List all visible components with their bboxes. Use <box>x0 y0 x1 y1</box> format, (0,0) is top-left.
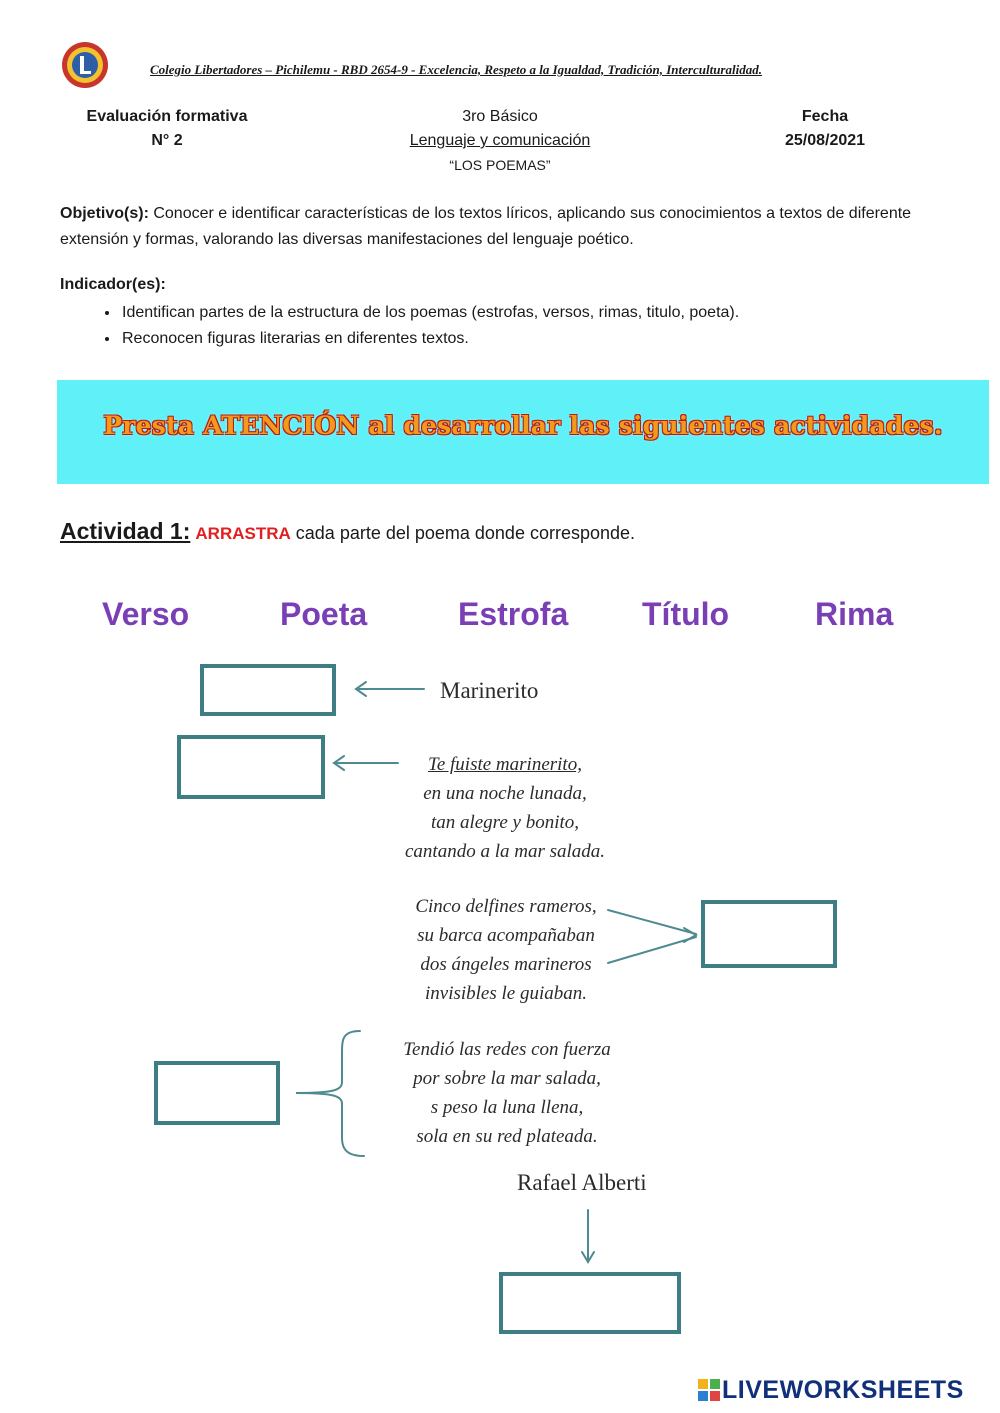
indicator-item: • Reconocen figuras literarias en diferentes textos. <box>120 326 980 352</box>
drop-box-poet[interactable] <box>499 1272 681 1334</box>
drop-box-verse[interactable] <box>177 735 325 799</box>
poem-line: cantando a la mar salada. <box>404 841 606 862</box>
drag-word-estrofa[interactable]: Estrofa <box>458 596 569 632</box>
drag-word-verso[interactable]: Verso <box>102 596 190 632</box>
objective-text: Conocer e identificar características de los textos líricos, aplicando sus conocimientos a textos de diferente extensión y formas, valorando las diversas manifestaciones del lenguaje poético. <box>60 205 912 248</box>
arrow-to-poet-box <box>582 1210 594 1262</box>
drop-box-title[interactable] <box>200 664 336 716</box>
school-logo <box>60 40 110 90</box>
poem-stanza-1 <box>385 750 625 866</box>
objective <box>60 201 950 253</box>
topic: “LOS POEMAS” <box>449 157 551 173</box>
poem-line: Cinco delfines rameros, <box>415 896 597 917</box>
subject: Lenguaje y comunicación <box>409 132 591 149</box>
drop-box-rhyme[interactable] <box>701 900 837 968</box>
school-line: Colegio Libertadores – Pichilemu - RBD 2654-9 - Excelencia, Respeto a la Igualdad, Tradición, Interculturalidad. <box>150 62 762 77</box>
objective-label: Objetivo(s): <box>60 205 149 222</box>
poem-line: su barca acompañaban <box>417 925 595 946</box>
stanza-brace <box>296 1031 364 1156</box>
activity-keyword: ARRASTRA <box>195 524 291 543</box>
poem-line: en una noche lunada, <box>423 783 587 804</box>
course-info <box>380 105 620 177</box>
poem-stanza-2 <box>386 892 626 1008</box>
grade: 3ro Básico <box>462 108 538 125</box>
activity-label: Actividad 1: <box>60 518 191 544</box>
poem-line: invisibles le guiaban. <box>424 983 587 1004</box>
evaluation-number: N° 2 <box>151 132 183 149</box>
poem-author: Rafael Alberti <box>517 1170 647 1195</box>
poem-line: dos ángeles marineros <box>420 954 592 975</box>
poem-line: tan alegre y bonito, <box>430 812 580 833</box>
date-value: 25/08/2021 <box>784 132 866 149</box>
date-label: Fecha <box>801 108 849 125</box>
poem-line: Tendió las redes con fuerza <box>403 1039 611 1060</box>
drag-word-poeta[interactable]: Poeta <box>280 596 368 632</box>
indicators-label: Indicador(es): <box>60 276 166 293</box>
poem-line: s peso la luna llena, <box>430 1097 584 1118</box>
poem-stanza-3 <box>372 1035 642 1151</box>
drag-word-titulo[interactable]: Título <box>642 596 730 632</box>
activity-text: cada parte del poema donde corresponde. <box>290 523 636 543</box>
drop-box-stanza[interactable] <box>154 1061 280 1125</box>
poem-line: por sobre la mar salada, <box>413 1068 601 1089</box>
evaluation-type: Evaluación formativa <box>86 108 248 125</box>
evaluation-info <box>62 105 272 153</box>
liveworksheets-logo-icon <box>698 1379 720 1401</box>
arrow-to-title-box <box>356 682 424 696</box>
poem-line: Te fuiste marinerito, <box>428 754 582 775</box>
liveworksheets-wordmark: LIVEWORKSHEETS <box>722 1376 964 1404</box>
activity-instruction <box>60 518 635 545</box>
indicator-item: • Identifican partes de la estructura de los poemas (estrofas, versos, rimas, titulo, poeta). <box>120 300 980 326</box>
indicators-list <box>90 300 980 352</box>
poem-title: Marinerito <box>440 678 539 703</box>
drag-word-rima[interactable]: Rima <box>815 596 894 632</box>
date-info <box>735 105 915 153</box>
poem-line: sola en su red plateada. <box>416 1126 598 1147</box>
attention-banner-text: Presta ATENCIÓN al desarrollar las siguientes actividades. <box>103 411 943 440</box>
